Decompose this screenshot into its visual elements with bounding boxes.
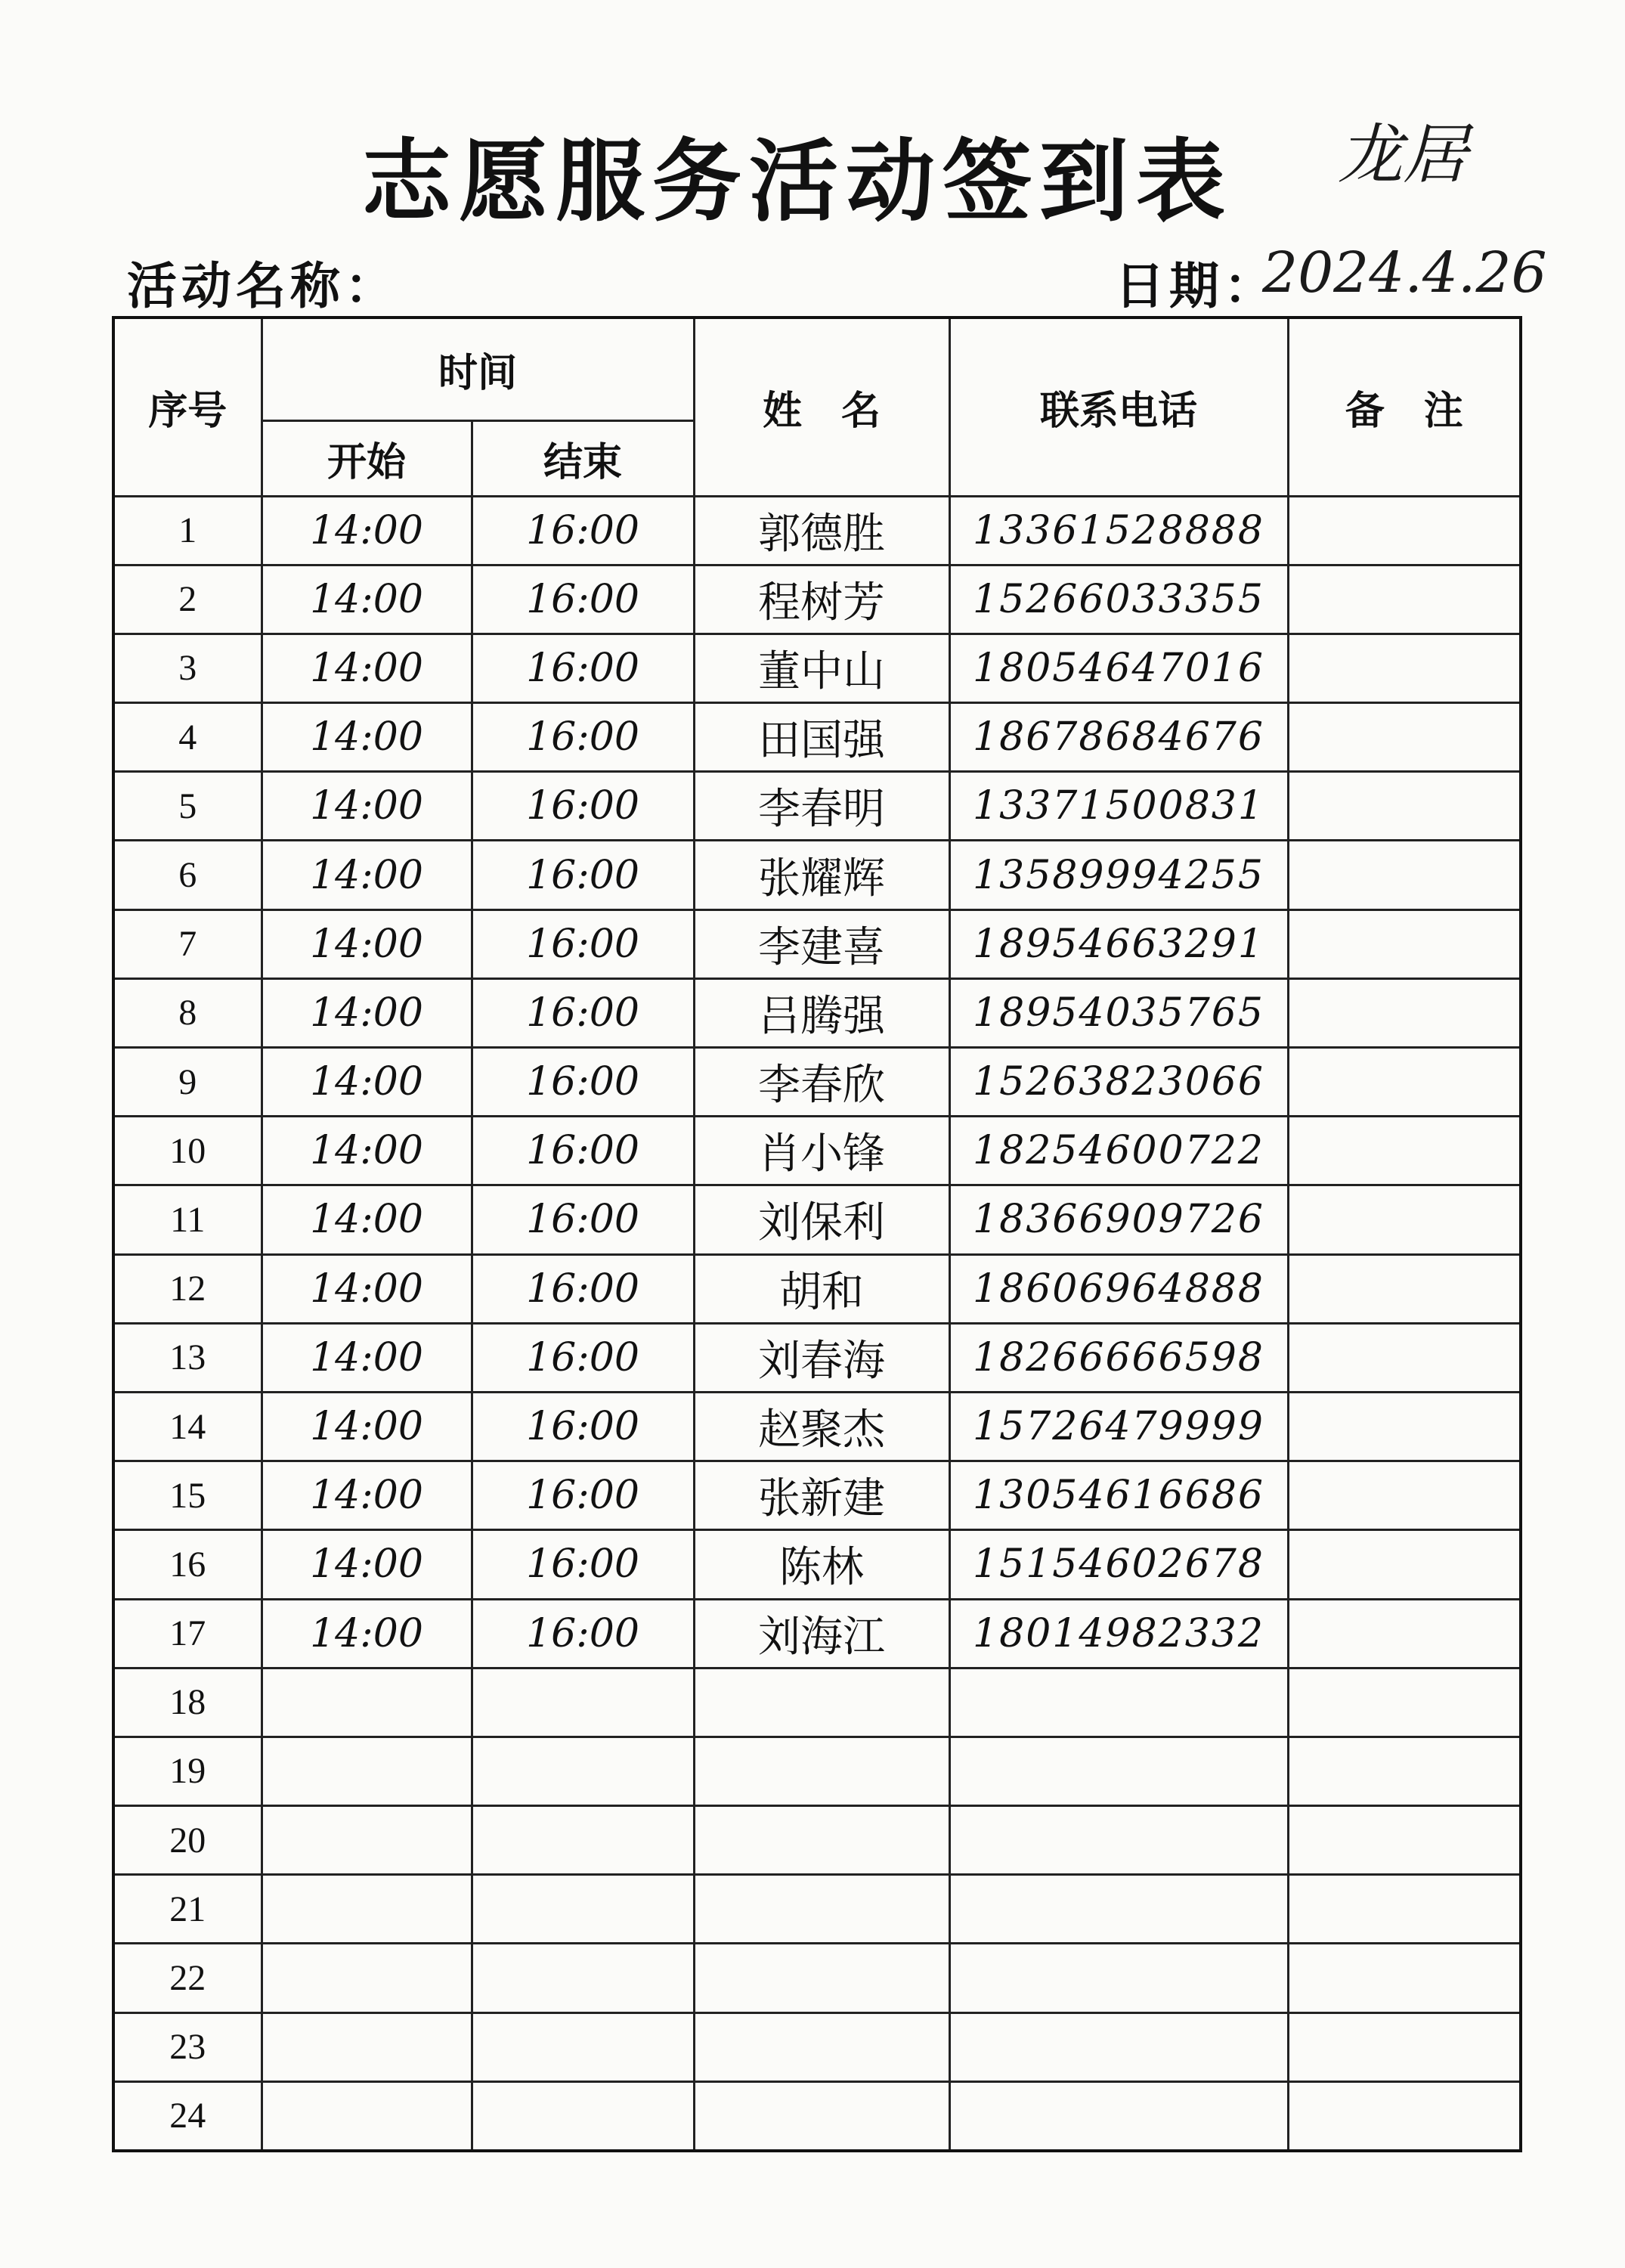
- signature-name-cell: 吕腾强: [694, 978, 949, 1047]
- signature-name-cell: 赵聚杰: [694, 1392, 949, 1461]
- signature-name-cell: [694, 1737, 949, 1805]
- row-index-cell: 10: [113, 1117, 262, 1185]
- start-time-cell: 14:00: [262, 1185, 472, 1254]
- header-index: 序号: [113, 318, 262, 496]
- table-row: [113, 978, 1521, 1047]
- start-time-cell: 14:00: [262, 841, 472, 909]
- header-remark: 备 注: [1288, 318, 1521, 496]
- row-index-cell: 6: [113, 841, 262, 909]
- start-time-cell: 14:00: [262, 1530, 472, 1599]
- start-time-cell: [262, 1737, 472, 1805]
- remark-cell: [1288, 1875, 1521, 1944]
- end-time-cell: [472, 1875, 694, 1944]
- signature-name-cell: 李春明: [694, 772, 949, 841]
- start-time-cell: [262, 1668, 472, 1737]
- table-row: [113, 2012, 1521, 2081]
- remark-cell: [1288, 978, 1521, 1047]
- signature-name-cell: 胡和: [694, 1254, 949, 1323]
- row-index-cell: 18: [113, 1668, 262, 1737]
- header-time: 时间: [262, 318, 694, 420]
- remark-cell: [1288, 2081, 1521, 2151]
- table-row: [113, 1944, 1521, 2012]
- remark-cell: [1288, 634, 1521, 702]
- signature-name-cell: 郭德胜: [694, 496, 949, 565]
- table-row: [113, 1599, 1521, 1668]
- end-time-cell: 16:00: [472, 978, 694, 1047]
- signature-name-cell: [694, 2012, 949, 2081]
- table-row: [113, 703, 1521, 772]
- row-index-cell: 2: [113, 565, 262, 634]
- table-row: [113, 1185, 1521, 1254]
- table-row: [113, 1117, 1521, 1185]
- signature-name-cell: [694, 1875, 949, 1944]
- phone-number-cell: [949, 1875, 1288, 1944]
- table-row: [113, 496, 1521, 565]
- end-time-cell: 16:00: [472, 1392, 694, 1461]
- table-row: [113, 1254, 1521, 1323]
- table-row: [113, 909, 1521, 978]
- phone-number-cell: 15726479999: [949, 1392, 1288, 1461]
- signature-name-cell: 李建喜: [694, 909, 949, 978]
- signature-name-cell: 张耀辉: [694, 841, 949, 909]
- header-start: 开始: [262, 420, 472, 496]
- end-time-cell: [472, 2012, 694, 2081]
- table-row: [113, 1392, 1521, 1461]
- signature-name-cell: 刘春海: [694, 1323, 949, 1392]
- start-time-cell: [262, 1875, 472, 1944]
- start-time-cell: 14:00: [262, 978, 472, 1047]
- page-title-text: 志愿服务活动签到表: [361, 129, 1233, 234]
- start-time-cell: 14:00: [262, 1461, 472, 1530]
- remark-cell: [1288, 2012, 1521, 2081]
- end-time-cell: 16:00: [472, 909, 694, 978]
- signature-name-cell: [694, 1806, 949, 1875]
- phone-number-cell: 18366909726: [949, 1185, 1288, 1254]
- start-time-cell: 14:00: [262, 1323, 472, 1392]
- end-time-cell: [472, 1737, 694, 1805]
- phone-number-cell: 18254600722: [949, 1117, 1288, 1185]
- signature-name-cell: 刘海江: [694, 1599, 949, 1668]
- remark-cell: [1288, 496, 1521, 565]
- table-row: [113, 1875, 1521, 1944]
- row-index-cell: 13: [113, 1323, 262, 1392]
- phone-number-cell: 18266666598: [949, 1323, 1288, 1392]
- row-index-cell: 7: [113, 909, 262, 978]
- row-index-cell: 15: [113, 1461, 262, 1530]
- start-time-cell: 14:00: [262, 1254, 472, 1323]
- end-time-cell: [472, 1944, 694, 2012]
- start-time-cell: 14:00: [262, 1117, 472, 1185]
- phone-number-cell: [949, 2081, 1288, 2151]
- end-time-cell: 16:00: [472, 1599, 694, 1668]
- signature-name-cell: 田国强: [694, 703, 949, 772]
- remark-cell: [1288, 1323, 1521, 1392]
- end-time-cell: 16:00: [472, 1048, 694, 1117]
- remark-cell: [1288, 1461, 1521, 1530]
- end-time-cell: 16:00: [472, 496, 694, 565]
- row-index-cell: 23: [113, 2012, 262, 2081]
- signature-name-cell: [694, 1944, 949, 2012]
- start-time-cell: 14:00: [262, 1392, 472, 1461]
- table-body: [113, 496, 1521, 2151]
- end-time-cell: 16:00: [472, 772, 694, 841]
- row-index-cell: 12: [113, 1254, 262, 1323]
- phone-number-cell: 18054647016: [949, 634, 1288, 702]
- phone-number-cell: [949, 1737, 1288, 1805]
- signature-name-cell: 程树芳: [694, 565, 949, 634]
- phone-number-cell: 15266033355: [949, 565, 1288, 634]
- row-index-cell: 1: [113, 496, 262, 565]
- table-row: [113, 841, 1521, 909]
- remark-cell: [1288, 1048, 1521, 1117]
- row-index-cell: 19: [113, 1737, 262, 1805]
- phone-number-cell: 13589994255: [949, 841, 1288, 909]
- start-time-cell: 14:00: [262, 772, 472, 841]
- remark-cell: [1288, 703, 1521, 772]
- start-time-cell: 14:00: [262, 909, 472, 978]
- row-index-cell: 16: [113, 1530, 262, 1599]
- phone-number-cell: [949, 1668, 1288, 1737]
- signature-name-cell: [694, 2081, 949, 2151]
- header-name: 姓 名: [694, 318, 949, 496]
- end-time-cell: 16:00: [472, 1530, 694, 1599]
- signature-name-cell: 刘保利: [694, 1185, 949, 1254]
- sign-in-table: [112, 316, 1522, 2152]
- end-time-cell: 16:00: [472, 703, 694, 772]
- date-label: 日期：: [1115, 257, 1278, 315]
- start-time-cell: 14:00: [262, 634, 472, 702]
- table-row: [113, 2081, 1521, 2151]
- start-time-cell: [262, 1944, 472, 2012]
- row-index-cell: 20: [113, 1806, 262, 1875]
- signature-name-cell: 张新建: [694, 1461, 949, 1530]
- end-time-cell: [472, 1806, 694, 1875]
- row-index-cell: 22: [113, 1944, 262, 2012]
- end-time-cell: 16:00: [472, 1254, 694, 1323]
- end-time-cell: [472, 2081, 694, 2151]
- row-index-cell: 5: [113, 772, 262, 841]
- end-time-cell: 16:00: [472, 841, 694, 909]
- table-row: [113, 1668, 1521, 1737]
- signature-name-cell: 陈林: [694, 1530, 949, 1599]
- start-time-cell: 14:00: [262, 1599, 472, 1668]
- signature-name-cell: [694, 1668, 949, 1737]
- table-row: [113, 1461, 1521, 1530]
- phone-number-cell: 18954663291: [949, 909, 1288, 978]
- phone-number-cell: 15263823066: [949, 1048, 1288, 1117]
- remark-cell: [1288, 1599, 1521, 1668]
- start-time-cell: 14:00: [262, 565, 472, 634]
- table-row: [113, 1048, 1521, 1117]
- row-index-cell: 24: [113, 2081, 262, 2151]
- end-time-cell: 16:00: [472, 1461, 694, 1530]
- remark-cell: [1288, 1530, 1521, 1599]
- phone-number-cell: 18606964888: [949, 1254, 1288, 1323]
- row-index-cell: 8: [113, 978, 262, 1047]
- header-end: 结束: [472, 420, 694, 496]
- start-time-cell: [262, 1806, 472, 1875]
- start-time-cell: 14:00: [262, 703, 472, 772]
- remark-cell: [1288, 1668, 1521, 1737]
- remark-cell: [1288, 1117, 1521, 1185]
- remark-cell: [1288, 565, 1521, 634]
- table-row: [113, 634, 1521, 702]
- remark-cell: [1288, 1185, 1521, 1254]
- phone-number-cell: 13371500831: [949, 772, 1288, 841]
- table-row: [113, 1323, 1521, 1392]
- phone-number-cell: 18014982332: [949, 1599, 1288, 1668]
- table-row: [113, 1530, 1521, 1599]
- start-time-cell: [262, 2081, 472, 2151]
- signature-name-cell: 董中山: [694, 634, 949, 702]
- row-index-cell: 17: [113, 1599, 262, 1668]
- table-row: [113, 1737, 1521, 1805]
- end-time-cell: 16:00: [472, 1323, 694, 1392]
- remark-cell: [1288, 841, 1521, 909]
- phone-number-cell: [949, 1806, 1288, 1875]
- start-time-cell: [262, 2012, 472, 2081]
- signature-name-cell: 肖小锋: [694, 1117, 949, 1185]
- remark-cell: [1288, 772, 1521, 841]
- row-index-cell: 21: [113, 1875, 262, 1944]
- remark-cell: [1288, 1254, 1521, 1323]
- phone-number-cell: 18954035765: [949, 978, 1288, 1047]
- date-value: 2024.4.26: [1262, 240, 1547, 305]
- phone-number-cell: 15154602678: [949, 1530, 1288, 1599]
- end-time-cell: [472, 1668, 694, 1737]
- phone-number-cell: 18678684676: [949, 703, 1288, 772]
- table-row: [113, 1806, 1521, 1875]
- start-time-cell: 14:00: [262, 1048, 472, 1117]
- remark-cell: [1288, 909, 1521, 978]
- remark-cell: [1288, 1392, 1521, 1461]
- table-row: [113, 565, 1521, 634]
- remark-cell: [1288, 1944, 1521, 2012]
- activity-name-label: 活动名称：: [127, 257, 399, 315]
- row-index-cell: 14: [113, 1392, 262, 1461]
- remark-cell: [1288, 1737, 1521, 1805]
- start-time-cell: 14:00: [262, 496, 472, 565]
- row-index-cell: 3: [113, 634, 262, 702]
- end-time-cell: 16:00: [472, 565, 694, 634]
- end-time-cell: 16:00: [472, 634, 694, 702]
- phone-number-cell: 13361528888: [949, 496, 1288, 565]
- table-row: [113, 772, 1521, 841]
- end-time-cell: 16:00: [472, 1185, 694, 1254]
- signature-name-cell: 李春欣: [694, 1048, 949, 1117]
- header-phone: 联系电话: [949, 318, 1288, 496]
- remark-cell: [1288, 1806, 1521, 1875]
- row-index-cell: 4: [113, 703, 262, 772]
- row-index-cell: 9: [113, 1048, 262, 1117]
- phone-number-cell: [949, 2012, 1288, 2081]
- corner-note: 龙居: [1338, 117, 1468, 193]
- phone-number-cell: 13054616686: [949, 1461, 1288, 1530]
- end-time-cell: 16:00: [472, 1117, 694, 1185]
- row-index-cell: 11: [113, 1185, 262, 1254]
- phone-number-cell: [949, 1944, 1288, 2012]
